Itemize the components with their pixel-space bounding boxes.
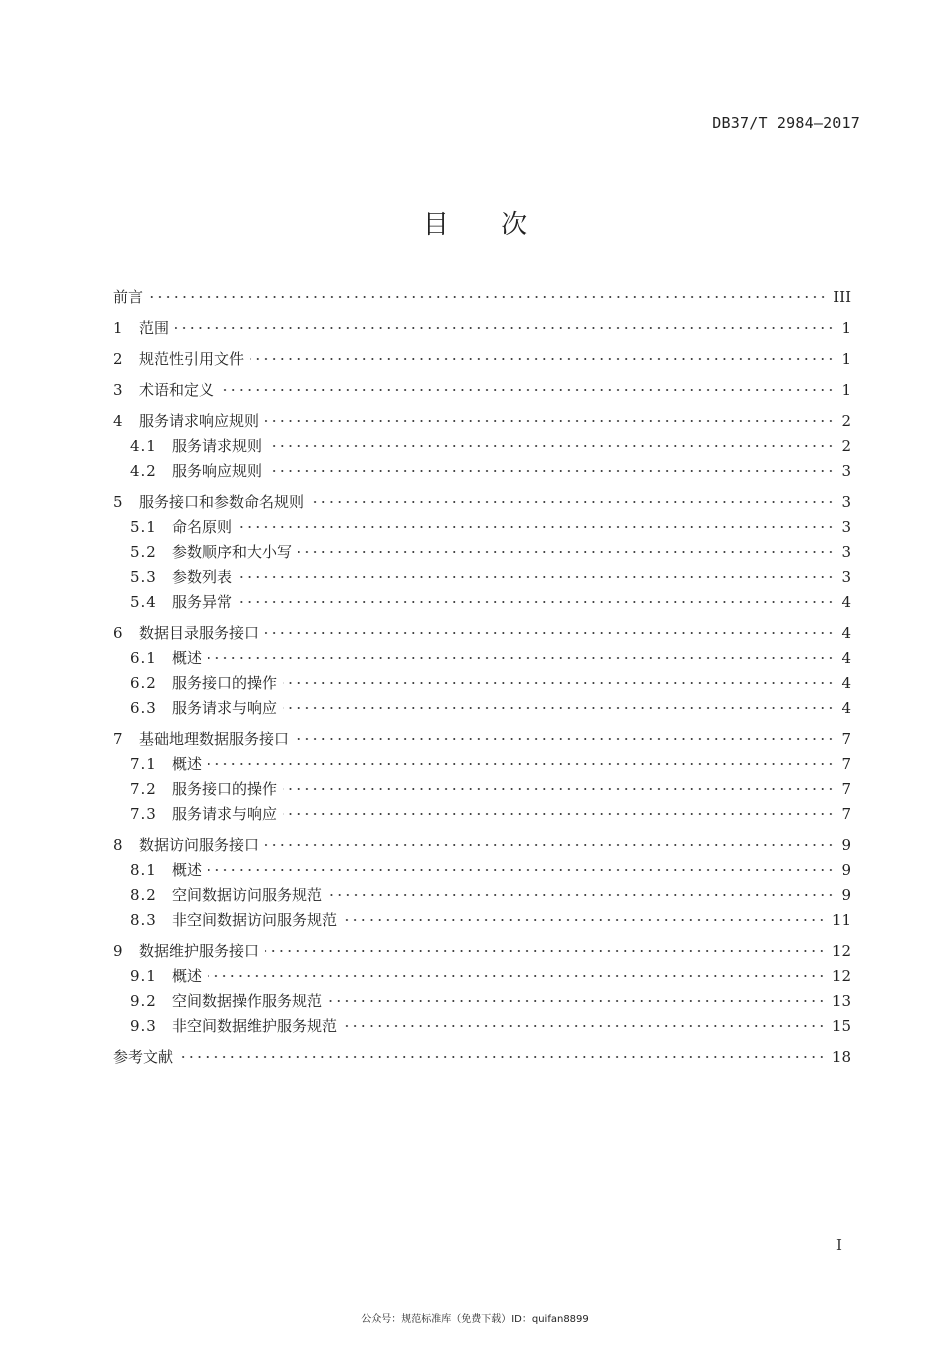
- toc-leader-dots: [295, 738, 835, 740]
- toc-entry[interactable]: [113, 802, 851, 827]
- toc-leader-dots: [343, 919, 826, 921]
- toc-entry-number: 9: [113, 942, 123, 960]
- toc-entry-page: 3: [841, 462, 851, 480]
- toc-entry[interactable]: [113, 646, 851, 671]
- toc-entry-number: 5.4: [130, 593, 157, 611]
- toc-leader-dots: [175, 327, 835, 329]
- toc-entry-page: 12: [831, 967, 851, 985]
- toc-entry[interactable]: [113, 434, 851, 459]
- toc-entry-number: 7: [113, 730, 123, 748]
- toc-entry-title: 规范性引用文件: [139, 350, 245, 368]
- toc-leader-dots: [208, 869, 835, 871]
- toc-entry-title: 服务请求与响应: [172, 805, 278, 823]
- toc-leader-dots: [283, 788, 835, 790]
- toc-entry-title: 服务接口的操作: [172, 780, 278, 798]
- toc-entry-title: 概述: [172, 755, 203, 773]
- toc-entry-page: 13: [831, 992, 851, 1010]
- toc-entry-page: 4: [841, 649, 851, 667]
- toc-entry[interactable]: [113, 378, 851, 403]
- table-of-contents: [113, 285, 851, 1070]
- toc-leader-dots: [265, 420, 835, 422]
- toc-leader-dots: [265, 632, 835, 634]
- toc-leader-dots: [310, 501, 835, 503]
- toc-leader-dots: [238, 576, 835, 578]
- toc-entry-number: 2: [113, 350, 123, 368]
- toc-entry-number: 6.1: [130, 649, 157, 667]
- toc-entry[interactable]: [113, 908, 851, 933]
- page-title: 目 次: [422, 210, 550, 240]
- toc-leader-dots: [268, 445, 835, 447]
- toc-entry-number: 9.2: [130, 992, 157, 1010]
- toc-leader-dots: [149, 296, 827, 298]
- toc-entry-page: 9: [841, 886, 851, 904]
- toc-entry[interactable]: [113, 727, 851, 752]
- document-code: DB37/T 2984—2017: [712, 114, 860, 132]
- toc-entry-number: 9.1: [130, 967, 157, 985]
- toc-entry[interactable]: [113, 696, 851, 721]
- toc-entry-title: 服务请求规则: [172, 437, 263, 455]
- toc-entry-page: 9: [841, 861, 851, 879]
- toc-entry-title: 范围: [139, 319, 170, 337]
- toc-entry-page: 1: [841, 381, 851, 399]
- toc-entry-page: 4: [841, 624, 851, 642]
- toc-entry-number: 8.3: [130, 911, 157, 929]
- toc-leader-dots: [238, 526, 835, 528]
- toc-entry[interactable]: [113, 316, 851, 341]
- toc-entry[interactable]: [113, 939, 851, 964]
- toc-leader-dots: [283, 682, 835, 684]
- toc-entry-page: 3: [841, 543, 851, 561]
- toc-entry-number: 4.2: [130, 462, 157, 480]
- toc-entry-number: 8.2: [130, 886, 157, 904]
- toc-entry-number: 5.2: [130, 543, 157, 561]
- toc-leader-dots: [208, 975, 826, 977]
- toc-entry-title: 参数列表: [172, 568, 233, 586]
- toc-entry-title: 空间数据操作服务规范: [172, 992, 323, 1010]
- toc-entry-title: 空间数据访问服务规范: [172, 886, 323, 904]
- toc-leader-dots: [179, 1056, 826, 1058]
- toc-entry-page: 7: [841, 780, 851, 798]
- toc-entry-title: 服务请求响应规则: [139, 412, 260, 430]
- toc-entry-title: 命名原则: [172, 518, 233, 536]
- toc-entry-title: 基础地理数据服务接口: [139, 730, 290, 748]
- page-number: I: [836, 1236, 842, 1254]
- toc-entry[interactable]: [113, 459, 851, 484]
- toc-entry[interactable]: [113, 777, 851, 802]
- toc-leader-dots: [208, 763, 835, 765]
- toc-entry-number: 6.3: [130, 699, 157, 717]
- toc-entry-page: 2: [841, 412, 851, 430]
- footer-note: 公众号：规范标准库（免费下载）ID：quifan8899: [361, 1314, 589, 1325]
- toc-leader-dots: [283, 707, 835, 709]
- toc-leader-dots: [220, 389, 835, 391]
- toc-entry[interactable]: [113, 752, 851, 777]
- toc-entry[interactable]: [113, 671, 851, 696]
- toc-entry-page: 15: [831, 1017, 851, 1035]
- toc-entry-number: 6: [113, 624, 123, 642]
- toc-entry-number: 3: [113, 381, 123, 399]
- toc-entry-page: III: [833, 288, 851, 306]
- toc-entry-page: 3: [841, 493, 851, 511]
- toc-leader-dots: [328, 1000, 826, 1002]
- toc-entry-number: 6.2: [130, 674, 157, 692]
- toc-leader-dots: [328, 894, 835, 896]
- toc-entry[interactable]: [113, 964, 851, 989]
- toc-leader-dots: [265, 950, 826, 952]
- toc-entry-title: 非空间数据维护服务规范: [172, 1017, 338, 1035]
- toc-entry-title: 概述: [172, 861, 203, 879]
- toc-entry[interactable]: [113, 1045, 851, 1070]
- toc-entry[interactable]: [113, 347, 851, 372]
- toc-entry-number: 1: [113, 319, 123, 337]
- toc-entry-page: 12: [831, 942, 851, 960]
- toc-entry-number: 5.1: [130, 518, 157, 536]
- toc-entry-title: 数据目录服务接口: [139, 624, 260, 642]
- toc-entry-number: 7.3: [130, 805, 157, 823]
- toc-entry[interactable]: [113, 833, 851, 858]
- toc-entry[interactable]: [113, 590, 851, 615]
- toc-entry-page: 1: [841, 350, 851, 368]
- toc-entry-page: 11: [831, 911, 851, 929]
- toc-entry-title: 术语和定义: [139, 381, 215, 399]
- toc-entry[interactable]: [113, 565, 851, 590]
- toc-entry-title: 概述: [172, 967, 203, 985]
- toc-entry-title: 数据访问服务接口: [139, 836, 260, 854]
- toc-entry-title: 服务请求与响应: [172, 699, 278, 717]
- toc-entry[interactable]: [113, 989, 851, 1014]
- toc-entry[interactable]: [113, 409, 851, 434]
- toc-entry-title: 前言: [113, 288, 144, 306]
- toc-entry-page: 3: [841, 518, 851, 536]
- toc-entry-page: 4: [841, 699, 851, 717]
- toc-entry[interactable]: [113, 1014, 851, 1039]
- toc-entry-number: 9.3: [130, 1017, 157, 1035]
- toc-entry-page: 9: [841, 836, 851, 854]
- toc-entry-page: 1: [841, 319, 851, 337]
- toc-entry-number: 5: [113, 493, 123, 511]
- toc-entry-number: 4.1: [130, 437, 157, 455]
- toc-entry[interactable]: [113, 621, 851, 646]
- toc-entry-title: 参考文献: [113, 1048, 174, 1066]
- toc-entry-page: 4: [841, 593, 851, 611]
- toc-entry-title: 服务接口和参数命名规则: [139, 493, 305, 511]
- toc-entry-number: 4: [113, 412, 123, 430]
- toc-entry-page: 4: [841, 674, 851, 692]
- toc-entry-title: 非空间数据访问服务规范: [172, 911, 338, 929]
- toc-entry-page: 3: [841, 568, 851, 586]
- toc-leader-dots: [208, 657, 835, 659]
- toc-entry[interactable]: [113, 858, 851, 883]
- toc-entry-page: 7: [841, 805, 851, 823]
- toc-entry-title: 服务响应规则: [172, 462, 263, 480]
- toc-leader-dots: [250, 358, 835, 360]
- toc-leader-dots: [283, 813, 835, 815]
- toc-entry-title: 数据维护服务接口: [139, 942, 260, 960]
- toc-entry[interactable]: [113, 285, 851, 310]
- toc-leader-dots: [343, 1025, 826, 1027]
- toc-entry[interactable]: [113, 540, 851, 565]
- toc-leader-dots: [268, 470, 835, 472]
- toc-entry-page: 2: [841, 437, 851, 455]
- toc-entry[interactable]: [113, 490, 851, 515]
- toc-entry-page: 18: [831, 1048, 851, 1066]
- toc-entry-title: 概述: [172, 649, 203, 667]
- toc-entry-title: 参数顺序和大小写: [172, 543, 293, 561]
- toc-entry-number: 8.1: [130, 861, 157, 879]
- toc-entry-page: 7: [841, 755, 851, 773]
- toc-entry-number: 5.3: [130, 568, 157, 586]
- toc-entry[interactable]: [113, 515, 851, 540]
- toc-entry-number: 7.1: [130, 755, 157, 773]
- toc-entry[interactable]: [113, 883, 851, 908]
- toc-entry-number: 7.2: [130, 780, 157, 798]
- toc-entry-title: 服务异常: [172, 593, 233, 611]
- toc-entry-number: 8: [113, 836, 123, 854]
- toc-leader-dots: [238, 601, 835, 603]
- toc-leader-dots: [265, 844, 835, 846]
- toc-leader-dots: [298, 551, 835, 553]
- toc-entry-page: 7: [841, 730, 851, 748]
- toc-entry-title: 服务接口的操作: [172, 674, 278, 692]
